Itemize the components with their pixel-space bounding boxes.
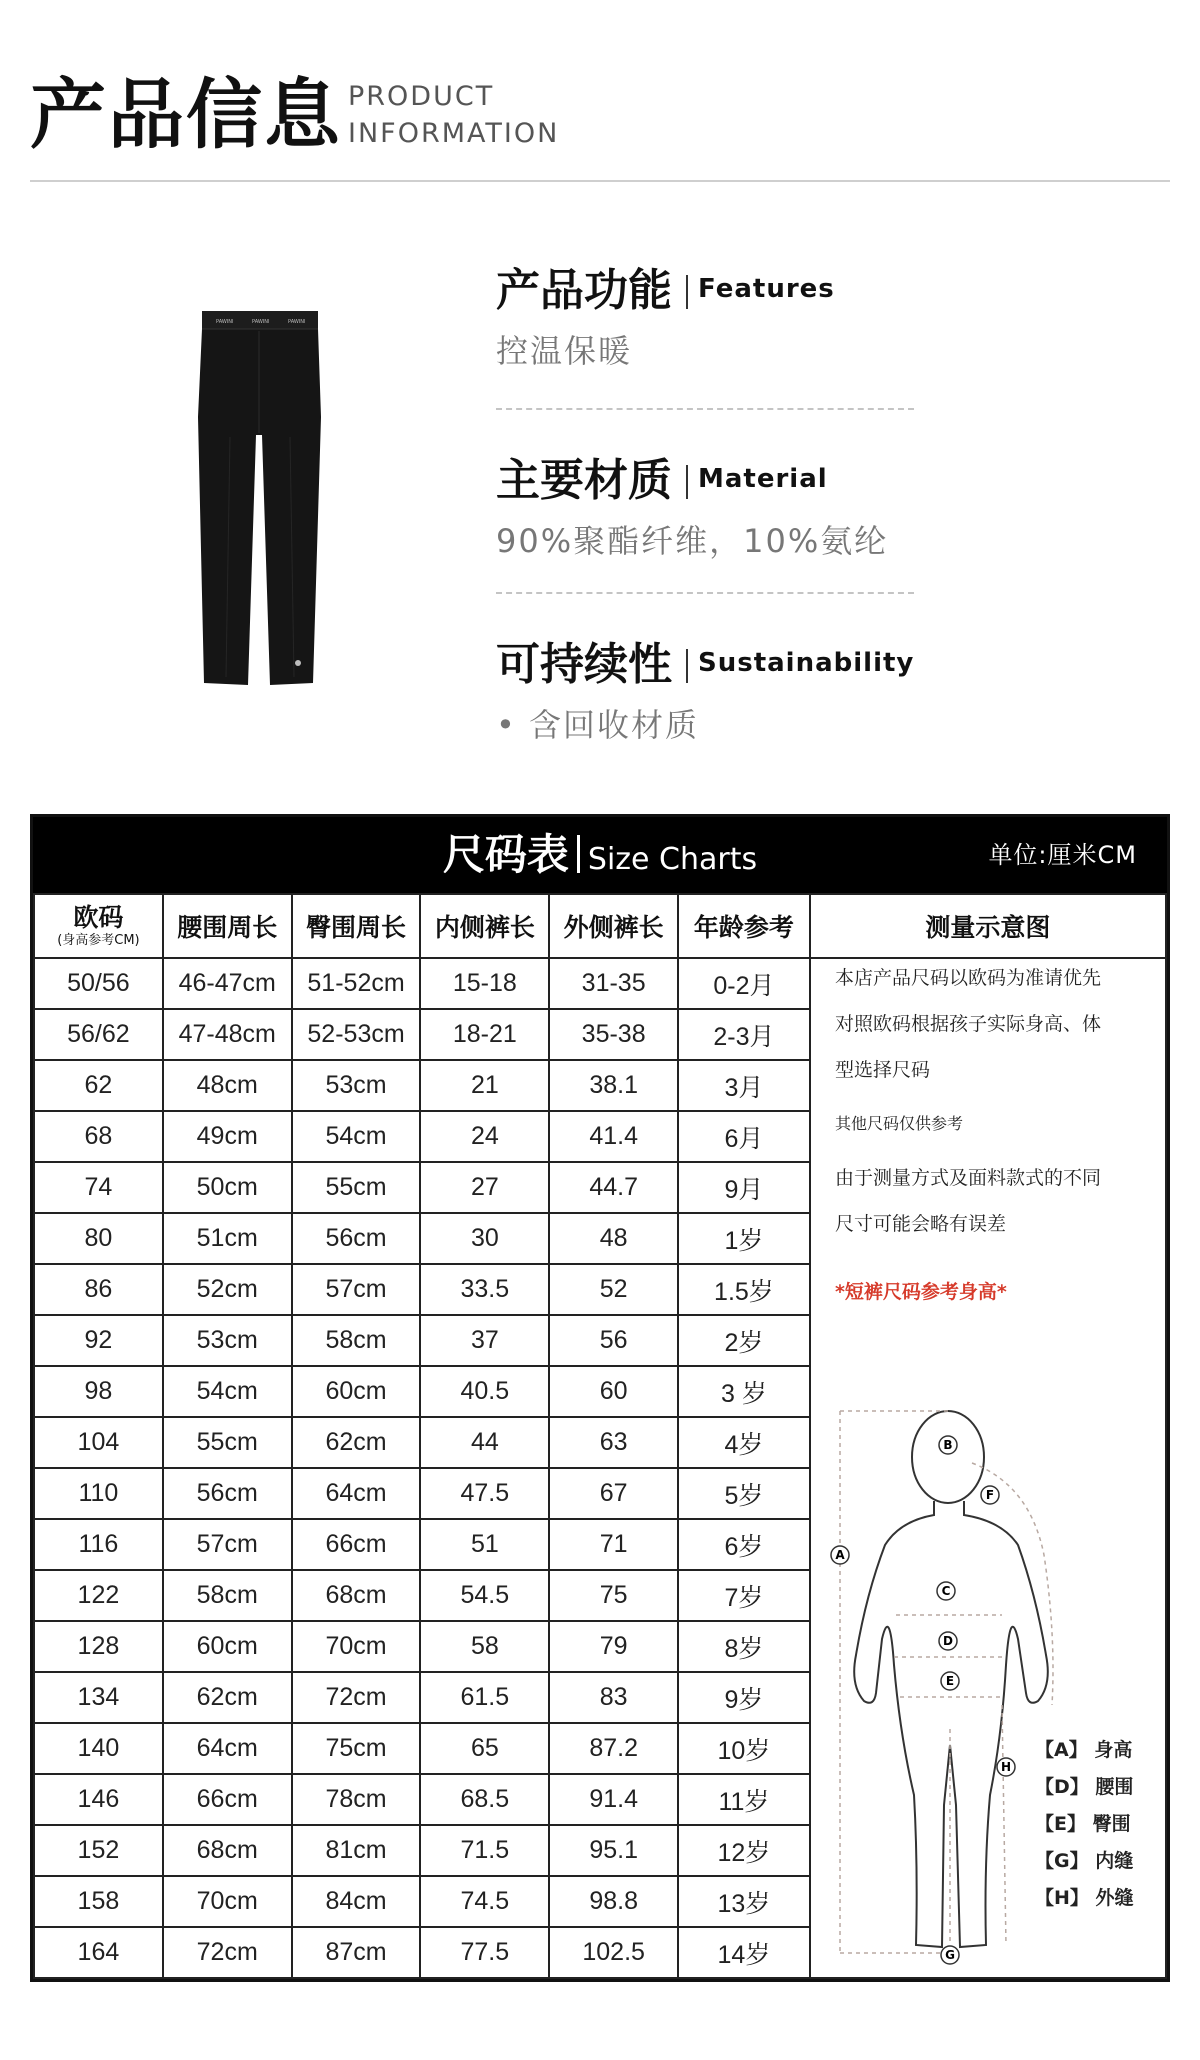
cell-waist: 70cm <box>163 1876 292 1927</box>
cell-outseam: 35-38 <box>549 1009 678 1060</box>
cell-hip: 56cm <box>292 1213 421 1264</box>
cell-size: 98 <box>34 1366 163 1417</box>
cell-outseam: 63 <box>549 1417 678 1468</box>
measurement-legend <box>1035 1732 1155 1917</box>
cell-hip: 81cm <box>292 1825 421 1876</box>
cell-outseam: 95.1 <box>549 1825 678 1876</box>
cell-waist: 72cm <box>163 1927 292 1978</box>
legend-item: 【G】 内缝 <box>1035 1850 1134 1872</box>
cell-outseam: 87.2 <box>549 1723 678 1774</box>
feature-separator <box>686 649 688 683</box>
legend-item: 【H】 外缝 <box>1035 1887 1134 1909</box>
feature-sustainability <box>496 636 916 746</box>
page-title-en-line1: PRODUCT <box>348 81 495 112</box>
cell-age: 1.5岁 <box>678 1264 810 1315</box>
feature-sustainability-tag: Sustainability <box>698 648 915 678</box>
cell-inseam: 68.5 <box>420 1774 549 1825</box>
cell-size: 122 <box>34 1570 163 1621</box>
cell-outseam: 31-35 <box>549 958 678 1009</box>
cell-outseam: 79 <box>549 1621 678 1672</box>
cell-age: 2岁 <box>678 1315 810 1366</box>
cell-age: 8岁 <box>678 1621 810 1672</box>
size-chart-title: 尺码表 <box>442 830 569 879</box>
cell-size: 110 <box>34 1468 163 1519</box>
cell-age: 13岁 <box>678 1876 810 1927</box>
cell-hip: 66cm <box>292 1519 421 1570</box>
feature-material-title: 主要材质 <box>496 455 672 506</box>
cell-outseam: 98.8 <box>549 1876 678 1927</box>
cell-waist: 55cm <box>163 1417 292 1468</box>
cell-waist: 64cm <box>163 1723 292 1774</box>
feature-material-value: 90%聚酯纤维，10%氨纶 <box>496 522 889 560</box>
cell-age: 4岁 <box>678 1417 810 1468</box>
cell-age: 12岁 <box>678 1825 810 1876</box>
cell-outseam: 83 <box>549 1672 678 1723</box>
marker-e: E <box>945 1674 955 1688</box>
cell-size: 74 <box>34 1162 163 1213</box>
cell-waist: 47-48cm <box>163 1009 292 1060</box>
cell-inseam: 47.5 <box>420 1468 549 1519</box>
cell-inseam: 54.5 <box>420 1570 549 1621</box>
dashed-divider <box>496 592 914 594</box>
cell-hip: 75cm <box>292 1723 421 1774</box>
feature-function-title: 产品功能 <box>496 265 672 316</box>
column-header-size: 欧码 (身高参考CM) <box>34 894 163 958</box>
note-line: 对照欧码根据孩子实际身高、体 <box>835 1013 1102 1035</box>
cell-hip: 51-52cm <box>292 958 421 1009</box>
cell-outseam: 71 <box>549 1519 678 1570</box>
svg-text:PAWINI: PAWINI <box>216 319 234 325</box>
feature-function-tag: Features <box>698 274 835 304</box>
marker-d: D <box>943 1634 953 1648</box>
note-line: 型选择尺码 <box>835 1059 931 1081</box>
cell-hip: 70cm <box>292 1621 421 1672</box>
cell-inseam: 65 <box>420 1723 549 1774</box>
cell-hip: 52-53cm <box>292 1009 421 1060</box>
size-chart-title-en: Size Charts <box>587 842 758 877</box>
header-divider <box>30 180 1170 182</box>
cell-waist: 48cm <box>163 1060 292 1111</box>
cell-size: 56/62 <box>34 1009 163 1060</box>
cell-waist: 62cm <box>163 1672 292 1723</box>
cell-age: 6月 <box>678 1111 810 1162</box>
feature-sustainability-title: 可持续性 <box>496 639 672 690</box>
page-title-en <box>348 78 559 152</box>
cell-inseam: 44 <box>420 1417 549 1468</box>
cell-hip: 58cm <box>292 1315 421 1366</box>
cell-inseam: 61.5 <box>420 1672 549 1723</box>
cell-hip: 72cm <box>292 1672 421 1723</box>
feature-separator <box>686 465 688 499</box>
cell-hip: 87cm <box>292 1927 421 1978</box>
legend-item: 【D】 腰围 <box>1035 1776 1134 1798</box>
marker-g: G <box>945 1948 955 1962</box>
cell-inseam: 15-18 <box>420 958 549 1009</box>
column-header-inseam: 内侧裤长 <box>420 894 549 958</box>
cell-inseam: 30 <box>420 1213 549 1264</box>
marker-a: A <box>835 1548 845 1562</box>
cell-inseam: 51 <box>420 1519 549 1570</box>
cell-outseam: 75 <box>549 1570 678 1621</box>
size-chart-unit: 单位:厘米CM <box>988 841 1137 869</box>
column-header-waist: 腰围周长 <box>163 894 292 958</box>
note-line: 由于测量方式及面料款式的不同 <box>835 1167 1102 1189</box>
cell-inseam: 58 <box>420 1621 549 1672</box>
cell-age: 1岁 <box>678 1213 810 1264</box>
cell-hip: 57cm <box>292 1264 421 1315</box>
cell-age: 9岁 <box>678 1672 810 1723</box>
cell-size: 86 <box>34 1264 163 1315</box>
cell-outseam: 91.4 <box>549 1774 678 1825</box>
feature-material <box>496 452 916 562</box>
marker-b: B <box>943 1438 953 1452</box>
cell-outseam: 67 <box>549 1468 678 1519</box>
cell-inseam: 27 <box>420 1162 549 1213</box>
cell-outseam: 38.1 <box>549 1060 678 1111</box>
cell-waist: 52cm <box>163 1264 292 1315</box>
column-header-diagram: 测量示意图 <box>810 894 1166 958</box>
cell-size: 164 <box>34 1927 163 1978</box>
cell-waist: 53cm <box>163 1315 292 1366</box>
note-line: 本店产品尺码以欧码为准请优先 <box>835 967 1102 989</box>
dashed-divider <box>496 408 914 410</box>
size-chart-header <box>33 817 1167 893</box>
cell-outseam: 44.7 <box>549 1162 678 1213</box>
feature-sustainability-value: • 含回收材质 <box>496 706 700 744</box>
pants-product-image <box>190 307 330 687</box>
cell-waist: 46-47cm <box>163 958 292 1009</box>
cell-size: 128 <box>34 1621 163 1672</box>
feature-material-tag: Material <box>698 464 828 494</box>
cell-hip: 68cm <box>292 1570 421 1621</box>
cell-age: 3月 <box>678 1060 810 1111</box>
cell-age: 10岁 <box>678 1723 810 1774</box>
cell-age: 9月 <box>678 1162 810 1213</box>
cell-waist: 68cm <box>163 1825 292 1876</box>
page-title-en-line2: INFORMATION <box>348 118 560 149</box>
cell-outseam: 56 <box>549 1315 678 1366</box>
svg-text:PAWINI: PAWINI <box>288 319 306 325</box>
cell-waist: 51cm <box>163 1213 292 1264</box>
cell-hip: 53cm <box>292 1060 421 1111</box>
feature-function <box>496 262 916 372</box>
cell-inseam: 71.5 <box>420 1825 549 1876</box>
cell-age: 7岁 <box>678 1570 810 1621</box>
marker-c: C <box>941 1584 951 1598</box>
cell-size: 134 <box>34 1672 163 1723</box>
cell-outseam: 102.5 <box>549 1927 678 1978</box>
cell-hip: 62cm <box>292 1417 421 1468</box>
svg-text:PAWINI: PAWINI <box>252 319 270 325</box>
cell-age: 5岁 <box>678 1468 810 1519</box>
title-separator <box>577 835 580 873</box>
page-header <box>30 70 1170 182</box>
cell-waist: 49cm <box>163 1111 292 1162</box>
cell-size: 92 <box>34 1315 163 1366</box>
legend-item: 【A】 身高 <box>1035 1739 1133 1761</box>
cell-age: 2-3月 <box>678 1009 810 1060</box>
cell-size: 140 <box>34 1723 163 1774</box>
cell-outseam: 48 <box>549 1213 678 1264</box>
size-chart <box>30 814 1170 1982</box>
column-header-hip: 臀围周长 <box>292 894 421 958</box>
page-title: 产品信息 <box>30 70 342 159</box>
cell-age: 14岁 <box>678 1927 810 1978</box>
cell-size: 146 <box>34 1774 163 1825</box>
cell-inseam: 21 <box>420 1060 549 1111</box>
marker-f: F <box>985 1488 995 1502</box>
cell-waist: 57cm <box>163 1519 292 1570</box>
feature-function-value: 控温保暖 <box>496 332 633 370</box>
cell-size: 104 <box>34 1417 163 1468</box>
size-table-header-row <box>34 894 1166 958</box>
cell-hip: 64cm <box>292 1468 421 1519</box>
cell-inseam: 24 <box>420 1111 549 1162</box>
cell-hip: 55cm <box>292 1162 421 1213</box>
marker-h: H <box>1000 1760 1012 1774</box>
column-header-age: 年龄参考 <box>678 894 810 958</box>
cell-inseam: 18-21 <box>420 1009 549 1060</box>
cell-age: 0-2月 <box>678 958 810 1009</box>
cell-size: 80 <box>34 1213 163 1264</box>
cell-waist: 58cm <box>163 1570 292 1621</box>
cell-outseam: 60 <box>549 1366 678 1417</box>
cell-hip: 54cm <box>292 1111 421 1162</box>
cell-waist: 50cm <box>163 1162 292 1213</box>
column-header-outseam: 外侧裤长 <box>549 894 678 958</box>
cell-size: 62 <box>34 1060 163 1111</box>
cell-waist: 54cm <box>163 1366 292 1417</box>
legend-item: 【E】 臀围 <box>1035 1813 1131 1835</box>
cell-age: 6岁 <box>678 1519 810 1570</box>
cell-age: 3 岁 <box>678 1366 810 1417</box>
cell-age: 11岁 <box>678 1774 810 1825</box>
note-line: 尺寸可能会略有误差 <box>835 1213 1007 1235</box>
cell-waist: 56cm <box>163 1468 292 1519</box>
cell-size: 50/56 <box>34 958 163 1009</box>
cell-inseam: 37 <box>420 1315 549 1366</box>
cell-hip: 60cm <box>292 1366 421 1417</box>
cell-size: 116 <box>34 1519 163 1570</box>
cell-inseam: 40.5 <box>420 1366 549 1417</box>
feature-separator <box>686 275 688 309</box>
cell-size: 152 <box>34 1825 163 1876</box>
cell-waist: 66cm <box>163 1774 292 1825</box>
cell-waist: 60cm <box>163 1621 292 1672</box>
cell-outseam: 52 <box>549 1264 678 1315</box>
cell-inseam: 33.5 <box>420 1264 549 1315</box>
cell-size: 68 <box>34 1111 163 1162</box>
cell-hip: 78cm <box>292 1774 421 1825</box>
cell-size: 158 <box>34 1876 163 1927</box>
cell-inseam: 74.5 <box>420 1876 549 1927</box>
note-line: 其他尺码仅供参考 <box>835 1114 964 1133</box>
cell-hip: 84cm <box>292 1876 421 1927</box>
cell-inseam: 77.5 <box>420 1927 549 1978</box>
cell-outseam: 41.4 <box>549 1111 678 1162</box>
shorts-size-note: *短裤尺码参考身高* <box>835 1281 1007 1303</box>
